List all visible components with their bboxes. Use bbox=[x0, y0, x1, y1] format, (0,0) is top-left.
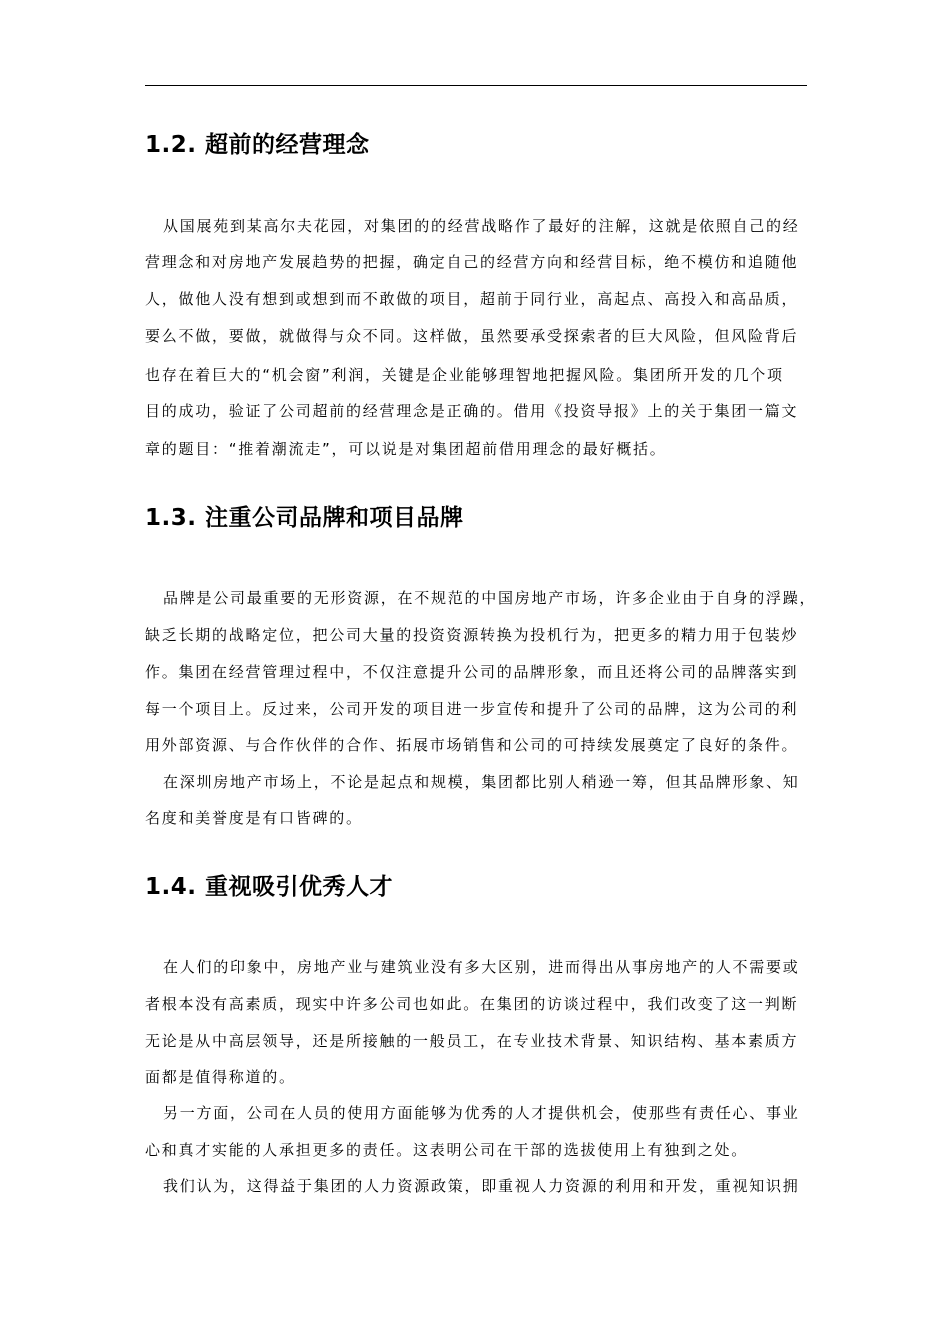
paragraph-line: 人，做他人没有想到或想到而不敢做的项目，超前于同行业，高起点、高投入和高品质， bbox=[145, 290, 799, 308]
section-heading-1-2: 1.2. 超前的经营理念 bbox=[145, 132, 370, 158]
section-heading-1-4: 1.4. 重视吸引优秀人才 bbox=[145, 874, 393, 900]
paragraph-line: 者根本没有高素质，现实中许多公司也如此。在集团的访谈过程中，我们改变了这一判断 bbox=[145, 995, 799, 1013]
paragraph-line: 面都是值得称道的。 bbox=[145, 1068, 296, 1086]
paragraph-line: 心和真才实能的人承担更多的责任。这表明公司在干部的选拔使用上有独到之处。 bbox=[145, 1141, 749, 1159]
header-rule bbox=[145, 85, 807, 86]
paragraph-line: 我们认为，这得益于集团的人力资源政策，即重视人力资源的利用和开发，重视知识拥 bbox=[163, 1177, 800, 1195]
section-heading-1-3: 1.3. 注重公司品牌和项目品牌 bbox=[145, 505, 464, 531]
paragraph-line: 也存在着巨大的“机会窗”利润，关键是企业能够理智地把握风险。集团所开发的几个项 bbox=[145, 366, 784, 384]
paragraph-line: 每一个项目上。反过来，公司开发的项目进一步宣传和提升了公司的品牌，这为公司的利 bbox=[145, 700, 799, 718]
paragraph-line: 用外部资源、与合作伙伴的合作、拓展市场销售和公司的可持续发展奠定了良好的条件。 bbox=[145, 736, 799, 754]
paragraph-line: 品牌是公司最重要的无形资源，在不规范的中国房地产市场，许多企业由于自身的浮躁， bbox=[163, 589, 817, 607]
paragraph-line: 在深圳房地产市场上，不论是起点和规模，集团都比别人稍逊一筹，但其品牌形象、知 bbox=[163, 773, 800, 791]
paragraph-line: 另一方面，公司在人员的使用方面能够为优秀的人才提供机会，使那些有责任心、事业 bbox=[163, 1104, 800, 1122]
paragraph-line: 营理念和对房地产发展趋势的把握，确定自己的经营方向和经营目标，绝不模仿和追随他 bbox=[145, 253, 799, 271]
paragraph-line: 从国展苑到某高尔夫花园，对集团的的经营战略作了最好的注解，这就是依照自己的经 bbox=[163, 217, 800, 235]
paragraph-line: 章的题目：“推着潮流走”，可以说是对集团超前借用理念的最好概括。 bbox=[145, 440, 667, 458]
paragraph-line: 名度和美誉度是有口皆碑的。 bbox=[145, 809, 363, 827]
paragraph-line: 目的成功，验证了公司超前的经营理念是正确的。借用《投资导报》上的关于集团一篇文 bbox=[145, 402, 799, 420]
paragraph-line: 无论是从中高层领导，还是所接触的一般员工，在专业技术背景、知识结构、基本素质方 bbox=[145, 1032, 799, 1050]
paragraph-line: 作。集团在经营管理过程中，不仅注意提升公司的品牌形象，而且还将公司的品牌落实到 bbox=[145, 663, 799, 681]
paragraph-line: 在人们的印象中，房地产业与建筑业没有多大区别，进而得出从事房地产的人不需要或 bbox=[163, 958, 800, 976]
paragraph-line: 缺乏长期的战略定位，把公司大量的投资资源转换为投机行为，把更多的精力用于包装炒 bbox=[145, 626, 799, 644]
paragraph-line: 要么不做，要做，就做得与众不同。这样做，虽然要承受探索者的巨大风险，但风险背后 bbox=[145, 327, 799, 345]
